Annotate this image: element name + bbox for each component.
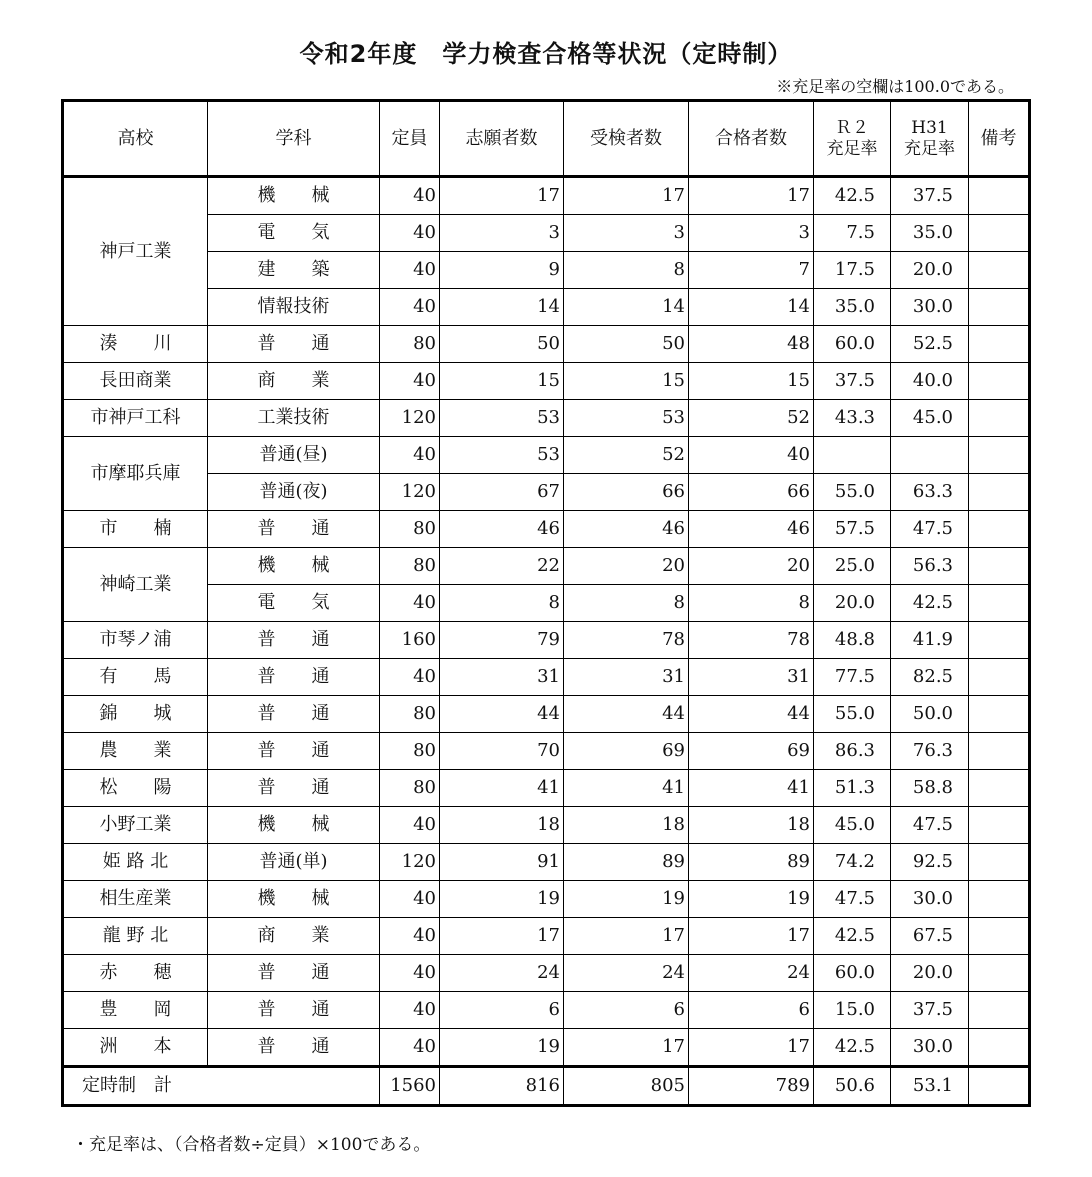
- table-row: [63, 177, 1030, 215]
- examinees-cell: 78: [564, 622, 689, 659]
- table-row: [63, 733, 1030, 770]
- dept-cell: 普 通: [208, 770, 380, 807]
- dept-cell: 情報技術: [208, 289, 380, 326]
- remarks-cell: [969, 955, 1030, 992]
- remarks-cell: [969, 918, 1030, 955]
- r2-rate-cell: 48.8: [814, 622, 891, 659]
- applicants-cell: 31: [440, 659, 564, 696]
- header-examinees: 受検者数: [564, 101, 689, 177]
- examinees-cell: 17: [564, 177, 689, 215]
- school-cell: 豊 岡: [63, 992, 208, 1029]
- r2-rate-cell: 43.3: [814, 400, 891, 437]
- examinees-cell: 6: [564, 992, 689, 1029]
- h31-rate-cell: 37.5: [891, 992, 969, 1029]
- school-cell: 小野工業: [63, 807, 208, 844]
- remarks-cell: [969, 363, 1030, 400]
- dept-cell: 商 業: [208, 363, 380, 400]
- r2-rate-cell: 42.5: [814, 177, 891, 215]
- capacity-cell: 80: [380, 696, 440, 733]
- applicants-cell: 17: [440, 918, 564, 955]
- passed-cell: 66: [689, 474, 814, 511]
- table-row: [63, 659, 1030, 696]
- capacity-cell: 40: [380, 1029, 440, 1067]
- passed-cell: 69: [689, 733, 814, 770]
- table-row: [63, 215, 1030, 252]
- applicants-cell: 6: [440, 992, 564, 1029]
- school-cell: 市琴ノ浦: [63, 622, 208, 659]
- remarks-cell: [969, 474, 1030, 511]
- capacity-cell: 40: [380, 363, 440, 400]
- results-table: [61, 99, 1031, 1107]
- remarks-cell: [969, 511, 1030, 548]
- total-remarks: [969, 1067, 1030, 1106]
- applicants-cell: 22: [440, 548, 564, 585]
- header-r2-line2: 充足率: [826, 138, 878, 159]
- dept-cell: 普通(昼): [208, 437, 380, 474]
- examinees-cell: 44: [564, 696, 689, 733]
- r2-rate-cell: 51.3: [814, 770, 891, 807]
- total-examinees: 805: [564, 1067, 689, 1106]
- table-row: [63, 992, 1030, 1029]
- r2-rate-cell: 20.0: [814, 585, 891, 622]
- passed-cell: 19: [689, 881, 814, 918]
- header-r2-rate: [814, 101, 891, 177]
- header-dept: 学科: [208, 101, 380, 177]
- r2-rate-cell: 42.5: [814, 918, 891, 955]
- h31-rate-cell: 76.3: [891, 733, 969, 770]
- remarks-cell: [969, 326, 1030, 363]
- passed-cell: 44: [689, 696, 814, 733]
- remarks-cell: [969, 1029, 1030, 1067]
- header-row: [63, 101, 1030, 177]
- r2-rate-cell: 86.3: [814, 733, 891, 770]
- remarks-cell: [969, 215, 1030, 252]
- h31-rate-cell: 50.0: [891, 696, 969, 733]
- examinees-cell: 50: [564, 326, 689, 363]
- header-remarks: 備考: [969, 101, 1030, 177]
- h31-rate-cell: 82.5: [891, 659, 969, 696]
- r2-rate-cell: 17.5: [814, 252, 891, 289]
- school-cell: 赤 穂: [63, 955, 208, 992]
- total-passed: 789: [689, 1067, 814, 1106]
- r2-rate-cell: 55.0: [814, 696, 891, 733]
- h31-rate-cell: 30.0: [891, 881, 969, 918]
- passed-cell: 7: [689, 252, 814, 289]
- applicants-cell: 3: [440, 215, 564, 252]
- capacity-cell: 120: [380, 474, 440, 511]
- school-cell: 長田商業: [63, 363, 208, 400]
- examinees-cell: 17: [564, 1029, 689, 1067]
- capacity-cell: 80: [380, 770, 440, 807]
- capacity-cell: 120: [380, 400, 440, 437]
- table-row: [63, 696, 1030, 733]
- table-row: [63, 252, 1030, 289]
- dept-cell: 普 通: [208, 622, 380, 659]
- r2-rate-cell: 45.0: [814, 807, 891, 844]
- h31-rate-cell: 63.3: [891, 474, 969, 511]
- capacity-cell: 40: [380, 918, 440, 955]
- dept-cell: 普 通: [208, 696, 380, 733]
- h31-rate-cell: 45.0: [891, 400, 969, 437]
- remarks-cell: [969, 548, 1030, 585]
- remarks-cell: [969, 844, 1030, 881]
- examinees-cell: 15: [564, 363, 689, 400]
- passed-cell: 48: [689, 326, 814, 363]
- dept-cell: 電 気: [208, 215, 380, 252]
- h31-rate-cell: 20.0: [891, 955, 969, 992]
- school-cell: 神崎工業: [63, 548, 208, 622]
- applicants-cell: 18: [440, 807, 564, 844]
- table-row: [63, 363, 1030, 400]
- capacity-cell: 80: [380, 548, 440, 585]
- h31-rate-cell: 67.5: [891, 918, 969, 955]
- dept-cell: 建 築: [208, 252, 380, 289]
- dept-cell: 普通(夜): [208, 474, 380, 511]
- school-cell: 松 陽: [63, 770, 208, 807]
- header-capacity: 定員: [380, 101, 440, 177]
- school-cell: 市神戸工科: [63, 400, 208, 437]
- capacity-cell: 120: [380, 844, 440, 881]
- dept-cell: 商 業: [208, 918, 380, 955]
- capacity-cell: 40: [380, 807, 440, 844]
- header-r2-line1: Ｒ２: [835, 117, 869, 138]
- h31-rate-cell: [891, 437, 969, 474]
- h31-rate-cell: 30.0: [891, 289, 969, 326]
- total-h31-rate: 53.1: [891, 1067, 969, 1106]
- capacity-cell: 40: [380, 881, 440, 918]
- remarks-cell: [969, 585, 1030, 622]
- dept-cell: 普 通: [208, 511, 380, 548]
- passed-cell: 17: [689, 177, 814, 215]
- passed-cell: 20: [689, 548, 814, 585]
- capacity-cell: 40: [380, 252, 440, 289]
- school-cell: 洲 本: [63, 1029, 208, 1067]
- examinees-cell: 52: [564, 437, 689, 474]
- dept-cell: 普 通: [208, 326, 380, 363]
- capacity-cell: 40: [380, 289, 440, 326]
- h31-rate-cell: 47.5: [891, 807, 969, 844]
- applicants-cell: 9: [440, 252, 564, 289]
- blank-rate-note: ※充足率の空欄は100.0である。: [776, 77, 1014, 96]
- passed-cell: 8: [689, 585, 814, 622]
- total-applicants: 816: [440, 1067, 564, 1106]
- remarks-cell: [969, 400, 1030, 437]
- passed-cell: 31: [689, 659, 814, 696]
- r2-rate-cell: 57.5: [814, 511, 891, 548]
- header-h31-line2: 充足率: [904, 138, 955, 159]
- header-applicants: 志願者数: [440, 101, 564, 177]
- examinees-cell: 41: [564, 770, 689, 807]
- remarks-cell: [969, 622, 1030, 659]
- applicants-cell: 24: [440, 955, 564, 992]
- passed-cell: 52: [689, 400, 814, 437]
- examinees-cell: 8: [564, 252, 689, 289]
- dept-cell: 普 通: [208, 733, 380, 770]
- h31-rate-cell: 47.5: [891, 511, 969, 548]
- passed-cell: 40: [689, 437, 814, 474]
- passed-cell: 18: [689, 807, 814, 844]
- applicants-cell: 19: [440, 1029, 564, 1067]
- passed-cell: 15: [689, 363, 814, 400]
- r2-rate-cell: 7.5: [814, 215, 891, 252]
- capacity-cell: 40: [380, 992, 440, 1029]
- total-capacity: 1560: [380, 1067, 440, 1106]
- capacity-cell: 80: [380, 733, 440, 770]
- h31-rate-cell: 30.0: [891, 1029, 969, 1067]
- r2-rate-cell: 60.0: [814, 326, 891, 363]
- r2-rate-cell: 25.0: [814, 548, 891, 585]
- passed-cell: 6: [689, 992, 814, 1029]
- formula-note: ・充足率は、（合格者数÷定員）×100である。: [72, 1135, 431, 1155]
- header-h31-rate: [891, 101, 969, 177]
- school-cell: 錦 城: [63, 696, 208, 733]
- dept-cell: 機 械: [208, 177, 380, 215]
- examinees-cell: 69: [564, 733, 689, 770]
- applicants-cell: 53: [440, 400, 564, 437]
- header-h31-line1: H31: [911, 117, 948, 138]
- r2-rate-cell: 55.0: [814, 474, 891, 511]
- school-cell: 有 馬: [63, 659, 208, 696]
- table-row: [63, 585, 1030, 622]
- h31-rate-cell: 35.0: [891, 215, 969, 252]
- remarks-cell: [969, 289, 1030, 326]
- h31-rate-cell: 40.0: [891, 363, 969, 400]
- total-r2-rate: 50.6: [814, 1067, 891, 1106]
- h31-rate-cell: 92.5: [891, 844, 969, 881]
- capacity-cell: 40: [380, 659, 440, 696]
- applicants-cell: 79: [440, 622, 564, 659]
- passed-cell: 89: [689, 844, 814, 881]
- remarks-cell: [969, 659, 1030, 696]
- capacity-cell: 80: [380, 511, 440, 548]
- h31-rate-cell: 41.9: [891, 622, 969, 659]
- header-school: 高校: [63, 101, 208, 177]
- examinees-cell: 66: [564, 474, 689, 511]
- passed-cell: 46: [689, 511, 814, 548]
- capacity-cell: 40: [380, 215, 440, 252]
- table-row: [63, 400, 1030, 437]
- capacity-cell: 40: [380, 177, 440, 215]
- examinees-cell: 24: [564, 955, 689, 992]
- applicants-cell: 14: [440, 289, 564, 326]
- school-cell: 市摩耶兵庫: [63, 437, 208, 511]
- examinees-cell: 46: [564, 511, 689, 548]
- r2-rate-cell: 37.5: [814, 363, 891, 400]
- applicants-cell: 41: [440, 770, 564, 807]
- table-row: [63, 289, 1030, 326]
- remarks-cell: [969, 881, 1030, 918]
- applicants-cell: 15: [440, 363, 564, 400]
- examinees-cell: 3: [564, 215, 689, 252]
- h31-rate-cell: 58.8: [891, 770, 969, 807]
- table-row: [63, 918, 1030, 955]
- r2-rate-cell: 42.5: [814, 1029, 891, 1067]
- table-row: [63, 881, 1030, 918]
- h31-rate-cell: 37.5: [891, 177, 969, 215]
- school-cell: 神戸工業: [63, 177, 208, 326]
- remarks-cell: [969, 733, 1030, 770]
- dept-cell: 普通(単): [208, 844, 380, 881]
- remarks-cell: [969, 437, 1030, 474]
- capacity-cell: 40: [380, 585, 440, 622]
- passed-cell: 17: [689, 918, 814, 955]
- capacity-cell: 40: [380, 955, 440, 992]
- remarks-cell: [969, 992, 1030, 1029]
- table-row: [63, 474, 1030, 511]
- remarks-cell: [969, 770, 1030, 807]
- table-row: [63, 511, 1030, 548]
- r2-rate-cell: 47.5: [814, 881, 891, 918]
- capacity-cell: 80: [380, 326, 440, 363]
- table-body: [63, 177, 1030, 1067]
- examinees-cell: 53: [564, 400, 689, 437]
- applicants-cell: 44: [440, 696, 564, 733]
- h31-rate-cell: 56.3: [891, 548, 969, 585]
- examinees-cell: 18: [564, 807, 689, 844]
- dept-cell: 普 通: [208, 992, 380, 1029]
- dept-cell: 普 通: [208, 1029, 380, 1067]
- dept-cell: 機 械: [208, 881, 380, 918]
- school-cell: 農 業: [63, 733, 208, 770]
- passed-cell: 24: [689, 955, 814, 992]
- passed-cell: 14: [689, 289, 814, 326]
- passed-cell: 17: [689, 1029, 814, 1067]
- h31-rate-cell: 20.0: [891, 252, 969, 289]
- table-row: [63, 622, 1030, 659]
- examinees-cell: 14: [564, 289, 689, 326]
- r2-rate-cell: 15.0: [814, 992, 891, 1029]
- dept-cell: 機 械: [208, 548, 380, 585]
- table-row: [63, 770, 1030, 807]
- school-cell: 湊 川: [63, 326, 208, 363]
- examinees-cell: 89: [564, 844, 689, 881]
- dept-cell: 普 通: [208, 955, 380, 992]
- table-row: [63, 437, 1030, 474]
- passed-cell: 3: [689, 215, 814, 252]
- applicants-cell: 91: [440, 844, 564, 881]
- applicants-cell: 53: [440, 437, 564, 474]
- applicants-cell: 8: [440, 585, 564, 622]
- remarks-cell: [969, 696, 1030, 733]
- school-cell: 相生産業: [63, 881, 208, 918]
- remarks-cell: [969, 177, 1030, 215]
- table-row: [63, 844, 1030, 881]
- school-cell: 姫 路 北: [63, 844, 208, 881]
- school-cell: 市 楠: [63, 511, 208, 548]
- table-row: [63, 807, 1030, 844]
- applicants-cell: 46: [440, 511, 564, 548]
- r2-rate-cell: [814, 437, 891, 474]
- examinees-cell: 19: [564, 881, 689, 918]
- school-cell: 龍 野 北: [63, 918, 208, 955]
- table-row: [63, 548, 1030, 585]
- dept-cell: 工業技術: [208, 400, 380, 437]
- page-title: 令和2年度 学力検査合格等状況（定時制）: [299, 40, 793, 68]
- examinees-cell: 31: [564, 659, 689, 696]
- total-label: 定時制 計: [63, 1067, 380, 1106]
- applicants-cell: 17: [440, 177, 564, 215]
- passed-cell: 78: [689, 622, 814, 659]
- h31-rate-cell: 52.5: [891, 326, 969, 363]
- passed-cell: 41: [689, 770, 814, 807]
- capacity-cell: 40: [380, 437, 440, 474]
- applicants-cell: 19: [440, 881, 564, 918]
- r2-rate-cell: 35.0: [814, 289, 891, 326]
- table-row: [63, 1029, 1030, 1067]
- table-row: [63, 955, 1030, 992]
- examinees-cell: 17: [564, 918, 689, 955]
- examinees-cell: 8: [564, 585, 689, 622]
- applicants-cell: 50: [440, 326, 564, 363]
- table-row: [63, 326, 1030, 363]
- dept-cell: 機 械: [208, 807, 380, 844]
- total-row: [63, 1067, 1030, 1106]
- r2-rate-cell: 77.5: [814, 659, 891, 696]
- header-passed: 合格者数: [689, 101, 814, 177]
- dept-cell: 普 通: [208, 659, 380, 696]
- remarks-cell: [969, 807, 1030, 844]
- capacity-cell: 160: [380, 622, 440, 659]
- examinees-cell: 20: [564, 548, 689, 585]
- remarks-cell: [969, 252, 1030, 289]
- h31-rate-cell: 42.5: [891, 585, 969, 622]
- r2-rate-cell: 60.0: [814, 955, 891, 992]
- dept-cell: 電 気: [208, 585, 380, 622]
- applicants-cell: 70: [440, 733, 564, 770]
- r2-rate-cell: 74.2: [814, 844, 891, 881]
- applicants-cell: 67: [440, 474, 564, 511]
